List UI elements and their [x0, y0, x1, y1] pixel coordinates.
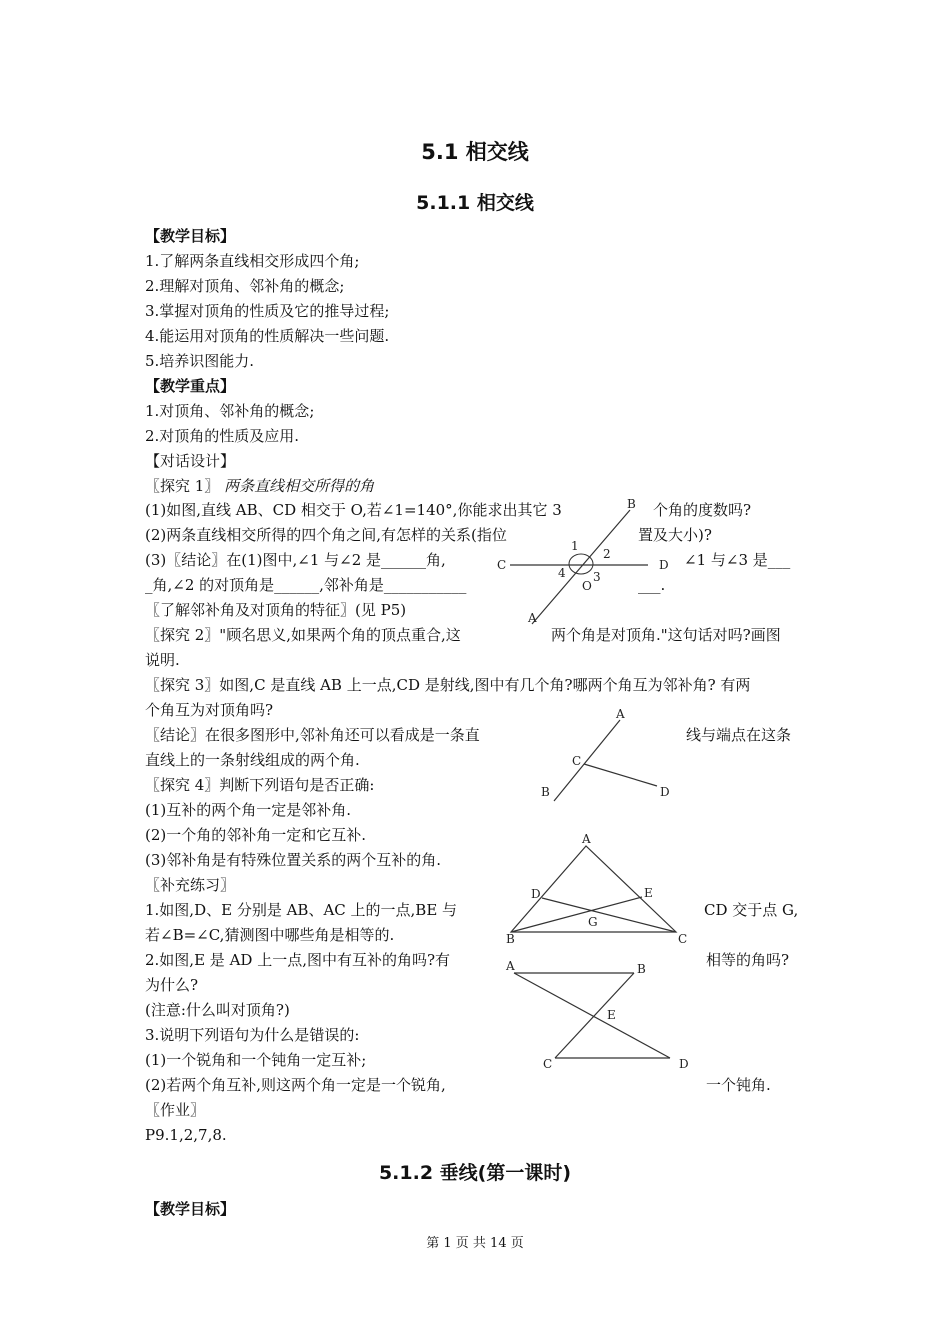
angle-4-label: 4 — [558, 566, 566, 580]
goals-header: 【教学目标】 — [145, 227, 236, 245]
homework: P9.1,2,7,8. — [145, 1126, 227, 1144]
supplement-3: 3.说明下列语句为什么是错误的: — [145, 1026, 360, 1044]
supplement-2-cont: 为什么? — [145, 976, 199, 994]
angle-arc — [569, 554, 593, 574]
explore2: 〖探究 2〗"顾名思义,如果两个角的顶点重合,这 — [145, 626, 461, 644]
question-1: (1)如图,直线 AB、CD 相交于 O,若∠1=140°,你能求出其它 3 — [145, 501, 562, 519]
supplement-3-item-end: 一个钝角. — [706, 1076, 771, 1094]
label-c: C — [543, 1057, 553, 1071]
conclusion-cont: 直线上的一条射线组成的两个角. — [145, 751, 360, 769]
label-d: D — [679, 1057, 689, 1071]
page-footer: 第 1 页 共 14 页 — [426, 1236, 524, 1251]
goal-item: 1.了解两条直线相交形成四个角; — [145, 252, 360, 270]
label-b: B — [506, 932, 515, 946]
note: (注意:什么叫对顶角?) — [145, 1001, 290, 1019]
label-d: D — [660, 785, 670, 799]
supplement-1-cont: 若∠B=∠C,猜测图中哪些角是相等的. — [145, 926, 395, 944]
explore3-cont: 个角互为对顶角吗? — [145, 701, 274, 719]
question-3b: _角,∠2 的对顶角是______,邻补角是___________ — [145, 576, 467, 594]
supplement-header: 〖补充练习〗 — [145, 876, 236, 894]
segment-cd — [542, 898, 676, 932]
question-3b-end: ___. — [638, 576, 666, 594]
goal-item: 4.能运用对顶角的性质解决一些问题. — [145, 327, 390, 345]
figure-intersecting-lines — [490, 490, 680, 630]
label-c: C — [678, 932, 688, 946]
label-a: A — [528, 611, 537, 625]
question-3-end: ∠1 与∠3 是___ — [684, 551, 791, 569]
conclusion-end: 线与端点在这条 — [686, 726, 792, 744]
goal-item: 5.培养识图能力. — [145, 352, 255, 370]
supplement-3-item: (1)一个锐角和一个钝角一定互补; — [145, 1051, 367, 1069]
segment-be — [511, 897, 642, 932]
key-header: 【教学重点】 — [145, 377, 236, 395]
explore1-label: 〖探究 1〗 — [145, 477, 220, 495]
label-d: D — [659, 558, 669, 572]
key-item: 2.对顶角的性质及应用. — [145, 427, 300, 445]
section-title-5-1-1: 5.1.1 相交线 — [416, 192, 534, 214]
figure-adjacent-angles — [535, 700, 685, 810]
label-c: C — [497, 558, 507, 572]
section-title-5-1-2: 5.1.2 垂线(第一课时) — [378, 1162, 572, 1184]
ray-cd — [584, 764, 657, 786]
label-g: G — [588, 915, 598, 929]
label-a: A — [506, 959, 515, 973]
label-o: O — [582, 579, 592, 593]
label-e: E — [644, 886, 653, 900]
figure-triangle — [500, 828, 700, 950]
explore2-cont: 说明. — [145, 651, 180, 669]
label-b: B — [627, 497, 636, 511]
supplement-2-end: 相等的角吗? — [706, 951, 790, 969]
page-title: 5.1 相交线 — [421, 140, 529, 164]
supplement-2: 2.如图,E 是 AD 上一点,图中有互补的角吗?有 — [145, 951, 451, 969]
dialog-header: 【对话设计】 — [145, 452, 236, 470]
label-a: A — [582, 832, 591, 846]
explore4-item: (3)邻补角是有特殊位置关系的两个互补的角. — [145, 851, 442, 869]
explore2-end: 两个角是对顶角."这句话对吗?画图 — [551, 626, 781, 644]
line-ab — [532, 510, 630, 624]
explore4: 〖探究 4〗判断下列语句是否正确: — [145, 776, 375, 794]
explore1-line — [145, 476, 374, 496]
label-c: C — [572, 754, 582, 768]
supplement-1: 1.如图,D、E 分别是 AB、AC 上的一点,BE 与 — [145, 901, 458, 919]
supplement-1-end: CD 交于点 G, — [704, 901, 799, 919]
conclusion: 〖结论〗在很多图形中,邻补角还可以看成是一条直 — [145, 726, 480, 744]
goals2-header: 【教学目标】 — [145, 1200, 236, 1218]
question-2-end: 置及大小)? — [638, 526, 712, 544]
label-a: A — [616, 707, 625, 721]
label-e: E — [607, 1008, 616, 1022]
question-1-end: 个角的度数吗? — [653, 501, 752, 519]
figure-bowtie — [500, 955, 700, 1075]
angle-1-label: 1 — [571, 539, 579, 553]
line-ab — [554, 720, 620, 801]
explore1-title: 两条直线相交所得的角 — [224, 477, 375, 495]
label-d: D — [531, 887, 541, 901]
goal-item: 3.掌握对顶角的性质及它的推导过程; — [145, 302, 390, 320]
angle-3-label: 3 — [593, 570, 601, 584]
question-3: (3)〖结论〗在(1)图中,∠1 与∠2 是______角, — [145, 551, 446, 569]
understand-note: 〖了解邻补角及对顶角的特征〗(见 P5) — [145, 601, 407, 619]
supplement-3-item: (2)若两个角互补,则这两个角一定是一个锐角, — [145, 1076, 446, 1094]
key-item: 1.对顶角、邻补角的概念; — [145, 402, 315, 420]
label-b: B — [637, 962, 646, 976]
goal-item: 2.理解对顶角、邻补角的概念; — [145, 277, 345, 295]
explore3: 〖探究 3〗如图,C 是直线 AB 上一点,CD 是射线,图中有几个角?哪两个角互为邻补角? 有两 — [145, 676, 751, 694]
label-b: B — [541, 785, 550, 799]
explore4-item: (1)互补的两个角一定是邻补角. — [145, 801, 352, 819]
segment-bc — [555, 973, 634, 1058]
segment-ad — [514, 973, 670, 1058]
question-2: (2)两条直线相交所得的四个角之间,有怎样的关系(指位 — [145, 526, 507, 544]
homework-header: 〖作业〗 — [145, 1101, 206, 1119]
angle-2-label: 2 — [603, 547, 611, 561]
explore4-item: (2)一个角的邻补角一定和它互补. — [145, 826, 367, 844]
